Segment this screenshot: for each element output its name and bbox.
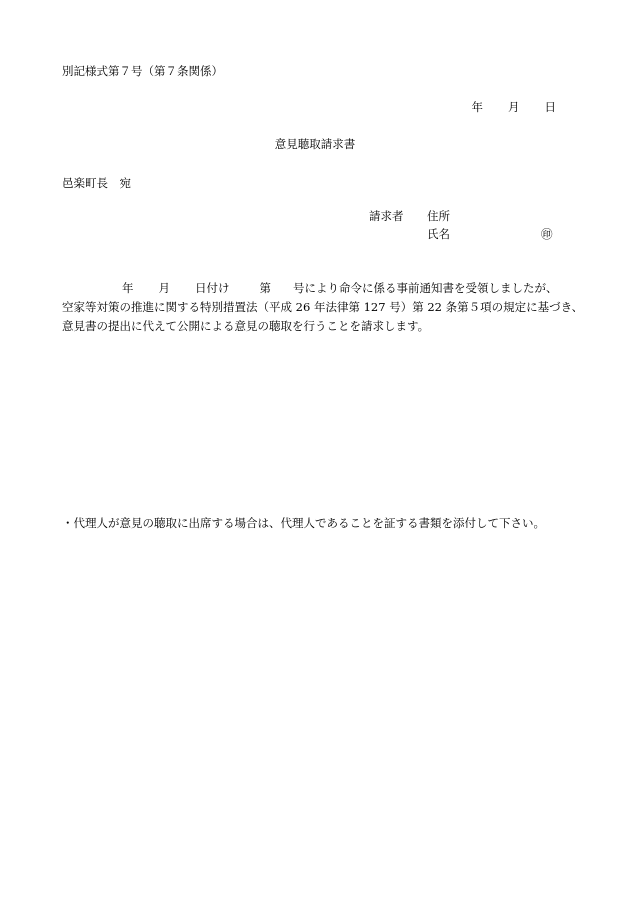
name-label: 氏名 — [427, 227, 450, 241]
body-line-1 — [122, 283, 558, 295]
seal-icon: ㊞ — [541, 227, 553, 241]
date-line — [472, 102, 557, 114]
body-line-3: 意見書の提出に代えて公開による意見の聴取を行うことを請求します。 — [62, 319, 430, 333]
date-year: 年 — [471, 100, 483, 114]
addressee: 邑楽町長 宛 — [62, 176, 131, 190]
document-title: 意見聴取請求書 — [274, 137, 356, 151]
address-label: 住所 — [427, 209, 450, 223]
note-text: ・代理人が意見の聴取に出席する場合は、代理人であることを証する書類を添付して下さい。 — [62, 516, 545, 530]
requester-label: 請求者 — [369, 209, 404, 223]
form-number: 別記様式第７号（第７条関係） — [62, 64, 223, 78]
body-line-2: 空家等対策の推進に関する特別措置法（平成 26 年法律第 127 号）第 22 条第５項の規定に基づき、 — [62, 300, 584, 314]
body-year: 年 — [122, 281, 134, 295]
date-day: 日 — [544, 100, 556, 114]
body-date-suffix: 日付け — [195, 281, 230, 295]
body-number-prefix: 第 — [259, 281, 271, 295]
body-month: 月 — [158, 281, 170, 295]
body-line-1-text: 号により命令に係る事前通知書を受領しましたが、 — [293, 281, 558, 295]
date-month: 月 — [508, 100, 520, 114]
